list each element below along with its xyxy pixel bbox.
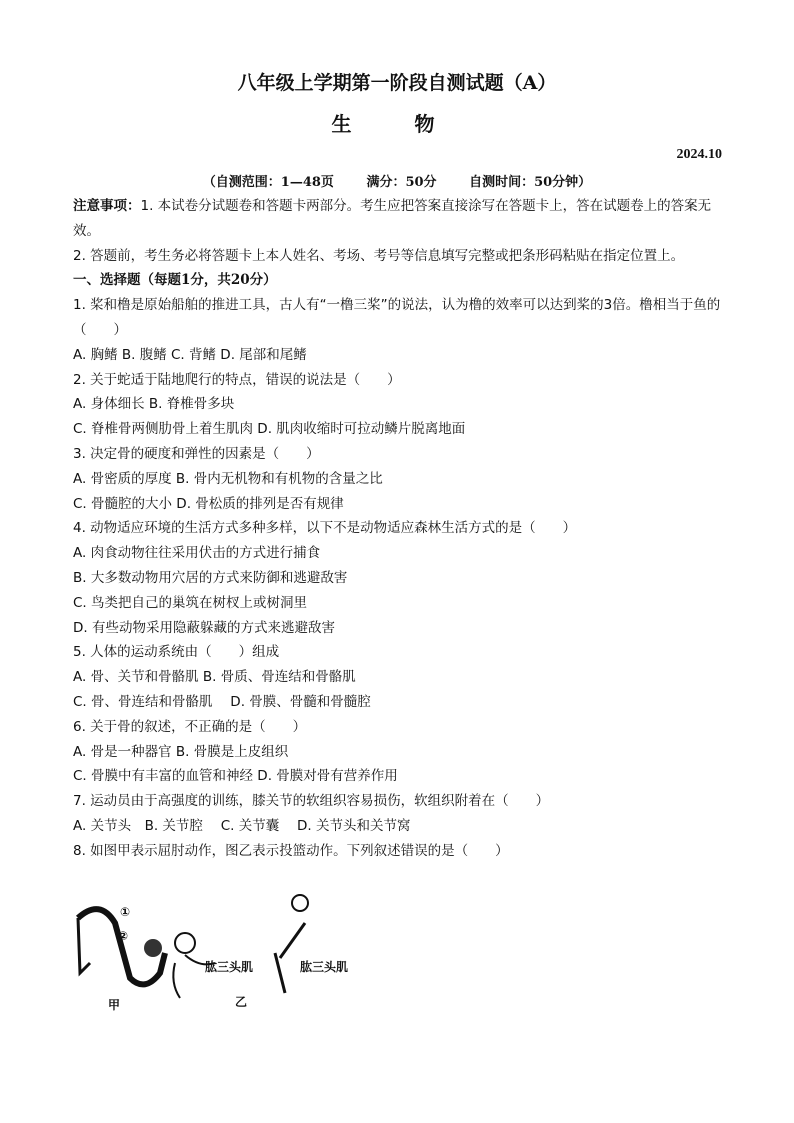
question-line: D. 有些动物采用隐蔽躲藏的方式来逃避敌害 <box>73 619 335 636</box>
notes-item-2: 2. 答题前，考生务必将答题卡上本人姓名、考场、考号等信息填写完整或把条形码粘贴在指定位置上。 <box>73 247 685 264</box>
question-line: C. 鸟类把自己的巢筑在树杈上或树洞里 <box>73 594 308 611</box>
question-line: C. 脊椎骨两侧肋骨上着生肌肉 D. 肌肉收缩时可拉动鳞片脱离地面 <box>73 421 466 438</box>
section-heading: 一、选择题（每题1分，共20分） <box>73 272 277 289</box>
range-score: 满分：50分 <box>366 175 437 190</box>
figure-label-triceps-2: 肱三头肌 <box>300 960 349 974</box>
question-line: 7. 运动员由于高强度的训练，膝关节的软组织容易损伤，软组织附着在（ ） <box>73 793 550 810</box>
question-line: A. 肉食动物往往采用伏击的方式进行捕食 <box>73 545 321 562</box>
exam-body <box>73 194 723 864</box>
question-line: C. 骨膜中有丰富的血管和神经 D. 骨膜对骨有营养作用 <box>73 768 398 785</box>
question-line: 3. 决定骨的硬度和弹性的因素是（ ） <box>73 445 320 462</box>
question-line: C. 骨、骨连结和骨骼肌 D. 骨膜、骨髓和骨髓腔 <box>73 693 371 710</box>
question-line: A. 胸鳍 B. 腹鳍 C. 背鳍 D. 尾部和尾鳍 <box>73 346 307 363</box>
question-line: 8. 如图甲表示屈肘动作，图乙表示投篮动作。下列叙述错误的是（ ） <box>73 842 509 859</box>
exam-title: 八年级上学期第一阶段自测试题（A） <box>237 72 557 94</box>
range-time: 自测时间：50分钟） <box>469 175 592 190</box>
question-line: 2. 关于蛇适于陆地爬行的特点，错误的说法是（ ） <box>73 371 401 388</box>
question-line: B. 大多数动物用穴居的方式来防御和逃避敌害 <box>73 569 348 586</box>
question-line: C. 骨髓腔的大小 D. 骨松质的排列是否有规律 <box>73 495 344 512</box>
exam-range <box>0 171 794 190</box>
figure-label-b: 乙 <box>235 995 248 1009</box>
subject-title: 生 物 <box>331 112 463 136</box>
question-line: 6. 关于骨的叙述，不正确的是（ ） <box>73 718 307 735</box>
question-line: 5. 人体的运动系统由（ ）组成 <box>73 644 280 661</box>
figure-arm-basketball <box>70 893 360 1018</box>
question-line: A. 关节头 B. 关节腔 C. 关节囊 D. 关节头和关节窝 <box>73 817 411 834</box>
question-line: A. 骨、关节和骨骼肌 B. 骨质、骨连结和骨骼肌 <box>73 669 356 686</box>
question-list <box>73 293 723 863</box>
question-line: A. 身体细长 B. 脊椎骨多块 <box>73 396 235 413</box>
notes-item-1 <box>73 194 723 244</box>
range-pages: （自测范围：1—48页 <box>202 175 334 190</box>
exam-date: 2024.10 <box>676 147 722 162</box>
figure-marker-2: ② <box>118 929 129 943</box>
question-line: 4. 动物适应环境的生活方式多种多样，以下不是动物适应森林生活方式的是（ ） <box>73 520 577 537</box>
question-line: A. 骨密质的厚度 B. 骨内无机物和有机物的含量之比 <box>73 470 383 487</box>
figure-label-triceps-1: 肱三头肌 <box>205 960 254 974</box>
notes-text-1: 1. 本试卷分试题卷和答题卡两部分。考生应把答案直接涂写在答题卡上，答在试题卷上的答案无效。 <box>73 198 712 239</box>
question-line: 1. 桨和橹是原始船舶的推进工具，古人有“一橹三桨”的说法，认为橹的效率可以达到桨的3倍。橹相当于鱼的（ ） <box>73 297 721 338</box>
question-line: A. 骨是一种器官 B. 骨膜是上皮组织 <box>73 743 289 760</box>
figure-label-a: 甲 <box>108 998 121 1012</box>
figure-marker-1: ① <box>120 905 131 919</box>
notes-label: 注意事项： <box>73 198 141 214</box>
